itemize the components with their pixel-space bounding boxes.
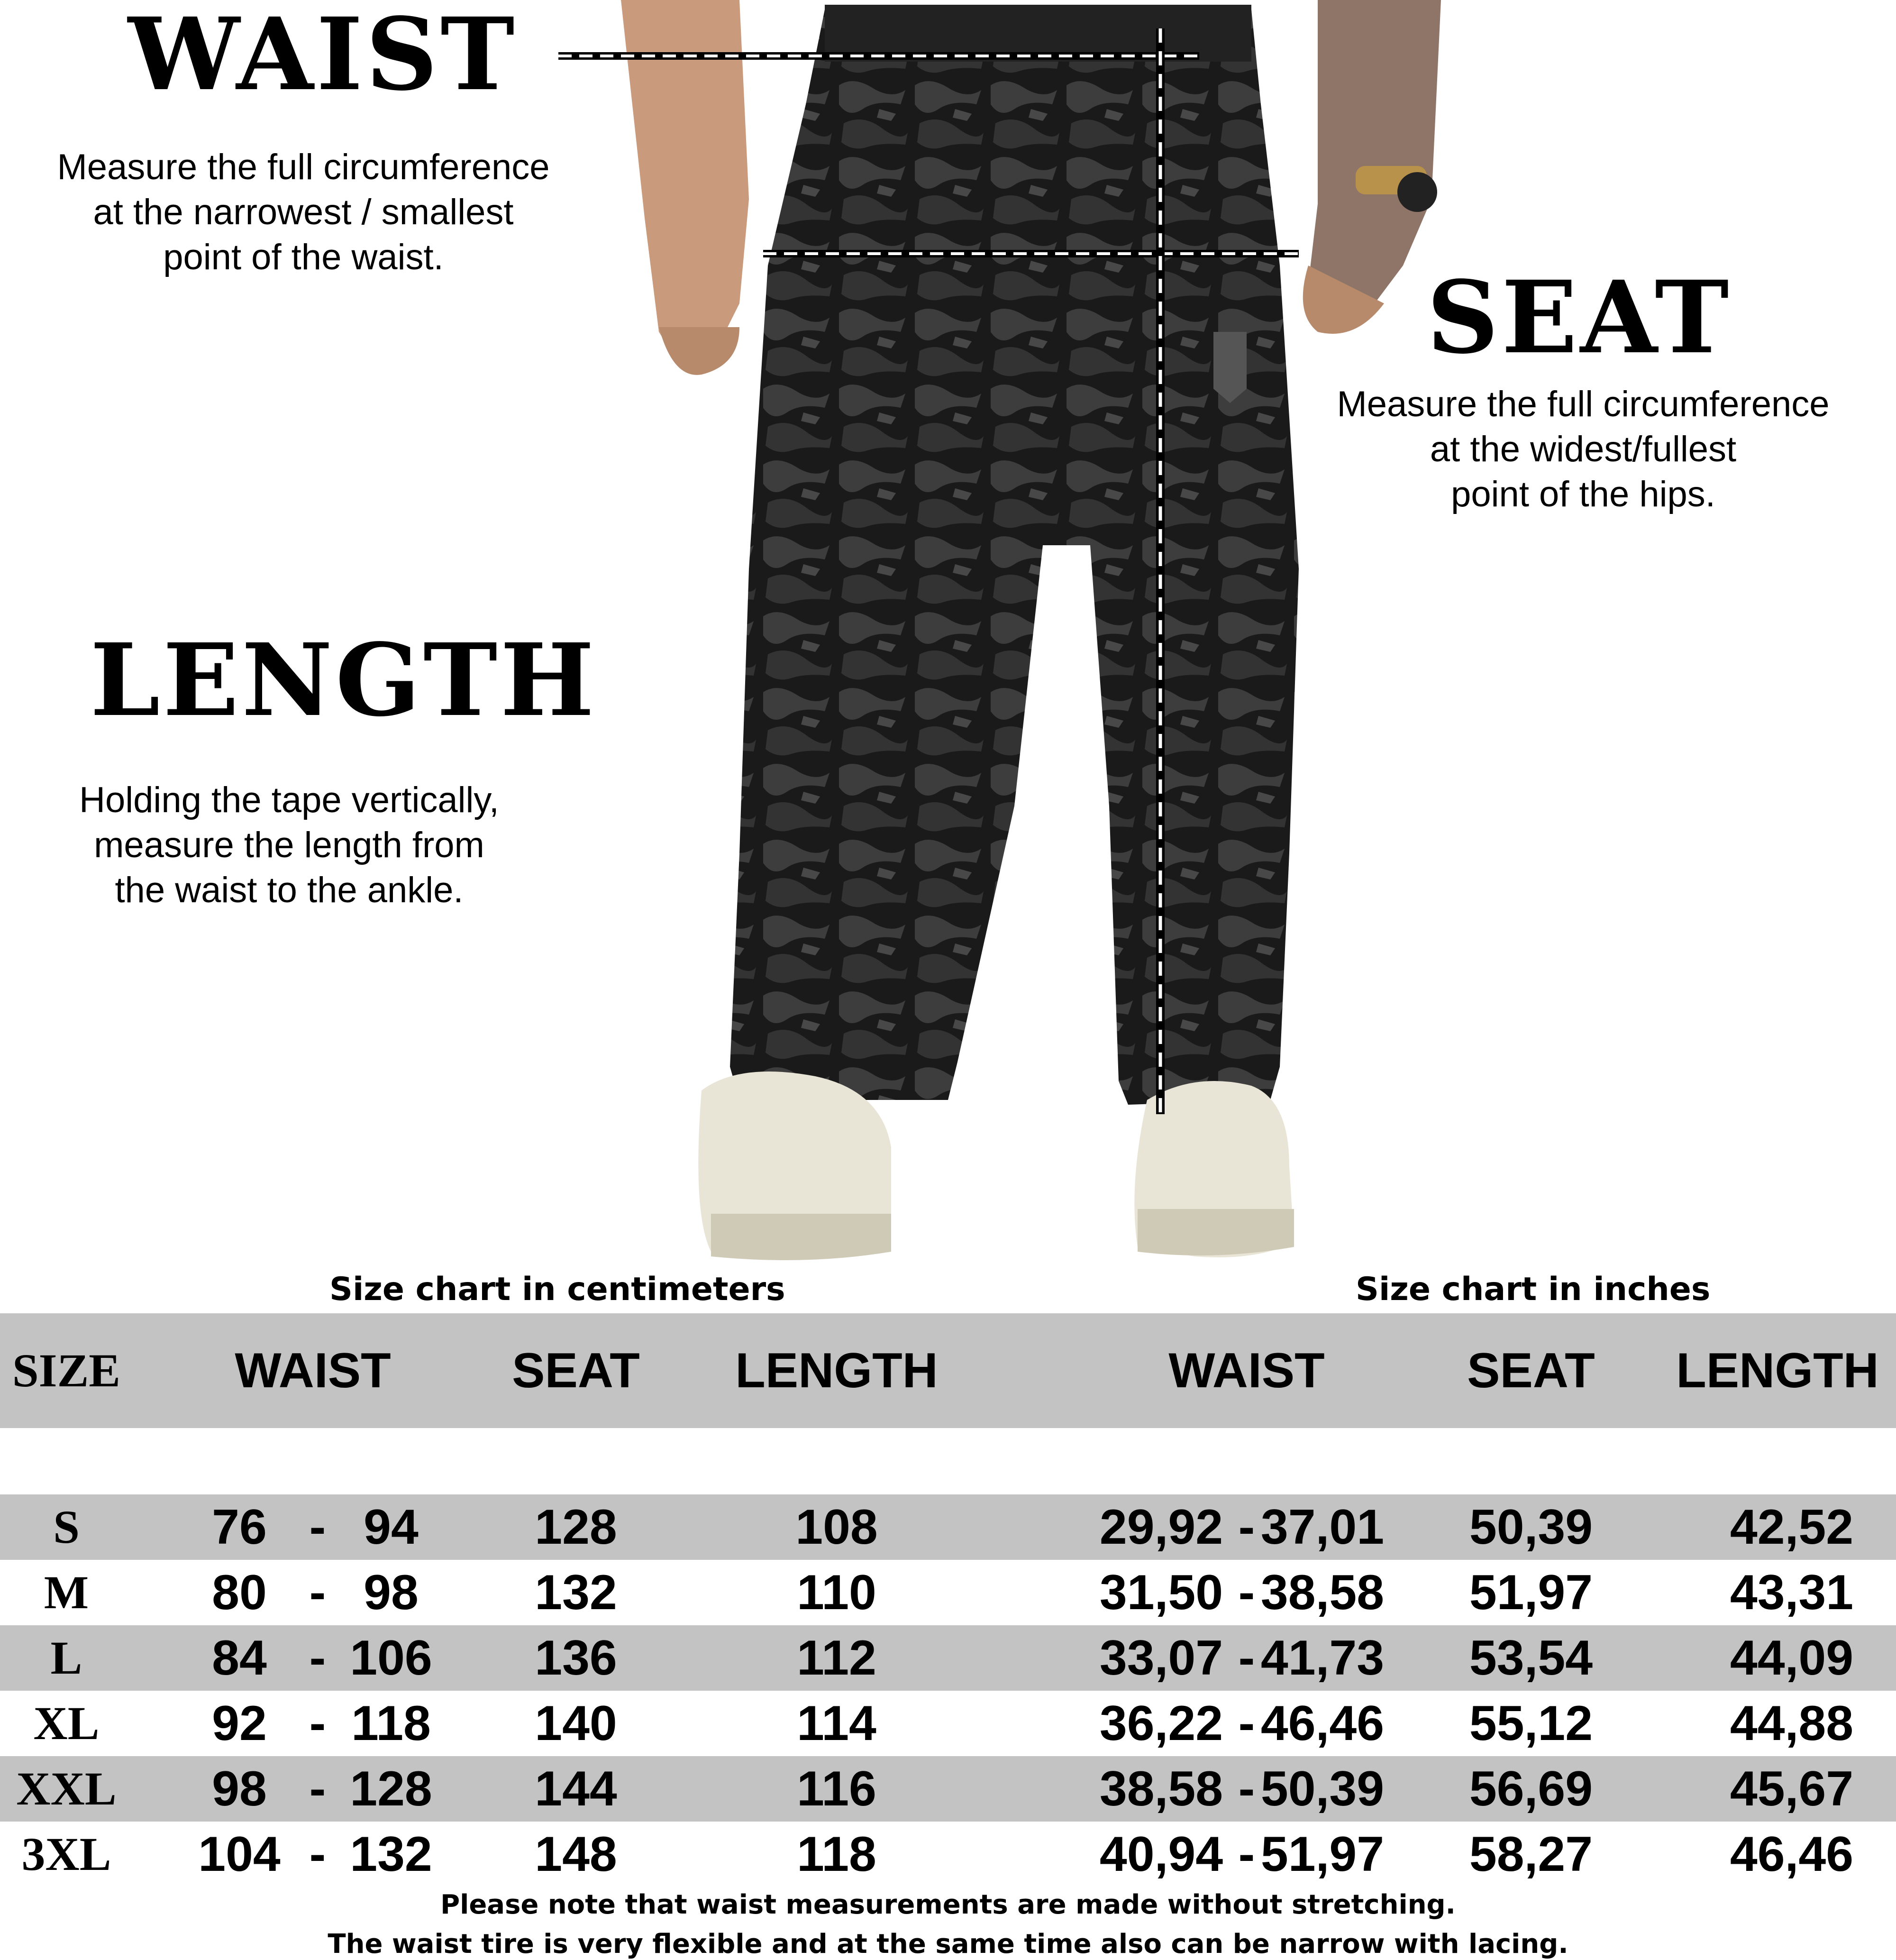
length-description-line: Holding the tape vertically, — [79, 780, 499, 820]
cell-length-cm: 108 — [795, 1500, 878, 1555]
length-heading: LENGTH — [90, 622, 597, 739]
cell-waist-cm-separator: - — [309, 1696, 326, 1751]
cell-seat-cm: 140 — [535, 1696, 617, 1751]
header-waist-cm: WAIST — [235, 1343, 391, 1398]
waist-description-line: Measure the full circumference — [57, 147, 550, 187]
cell-length-cm: 118 — [797, 1827, 876, 1882]
cell-waist-cm-separator: - — [309, 1500, 326, 1555]
seat-description — [1289, 382, 1877, 517]
cell-seat-cm: 128 — [535, 1500, 617, 1555]
header-length-in: LENGTH — [1676, 1343, 1879, 1398]
cell-seat-in: 51,97 — [1469, 1565, 1593, 1620]
cell-waist-in-min: 33,07 — [1099, 1630, 1223, 1685]
cell-waist-in-min: 36,22 — [1099, 1696, 1223, 1751]
cell-seat-in: 55,12 — [1469, 1696, 1593, 1751]
cell-length-cm: 112 — [797, 1630, 876, 1685]
table-row — [0, 1691, 1896, 1756]
cell-waist-cm-min: 98 — [212, 1761, 267, 1816]
cell-length-in: 45,67 — [1730, 1761, 1854, 1816]
cell-waist-cm-min: 104 — [198, 1827, 281, 1882]
cell-length-cm: 114 — [797, 1696, 876, 1751]
cell-waist-cm-separator: - — [309, 1761, 326, 1816]
cell-waist-cm-max: 106 — [350, 1630, 432, 1685]
header-size: SIZE — [12, 1344, 120, 1397]
cell-length-in: 44,09 — [1730, 1630, 1854, 1685]
cell-seat-in: 50,39 — [1469, 1500, 1593, 1555]
table-row — [0, 1625, 1896, 1691]
seat-description-line: Measure the full circumference — [1337, 384, 1830, 424]
table-row — [0, 1494, 1896, 1560]
cell-waist-cm-max: 94 — [364, 1500, 419, 1555]
cell-waist-in-min: 38,58 — [1099, 1761, 1223, 1816]
cell-seat-cm: 136 — [535, 1630, 617, 1685]
cell-length-cm: 116 — [797, 1761, 876, 1816]
seat-description-line: at the widest/fullest — [1430, 429, 1737, 469]
cell-waist-in-separator: - — [1238, 1761, 1255, 1816]
cell-waist-in-max: 37,01 — [1260, 1500, 1385, 1555]
cell-size: L — [50, 1631, 82, 1684]
cell-waist-in-max: 46,46 — [1260, 1696, 1385, 1751]
length-description — [5, 778, 574, 913]
cell-length-in: 46,46 — [1730, 1827, 1854, 1882]
cell-waist-in-separator: - — [1238, 1500, 1255, 1555]
table-row — [0, 1822, 1896, 1887]
length-description-line: the waist to the ankle. — [115, 870, 464, 910]
left-sneaker — [698, 1072, 891, 1260]
cell-waist-in-max: 41,73 — [1260, 1630, 1385, 1685]
waist-description-line: point of the waist. — [163, 237, 444, 277]
cell-seat-cm: 132 — [535, 1565, 617, 1620]
waist-heading: WAIST — [128, 0, 518, 113]
cell-seat-cm: 144 — [535, 1761, 617, 1816]
cell-size: 3XL — [21, 1828, 111, 1880]
cell-seat-in: 56,69 — [1469, 1761, 1593, 1816]
cell-length-in: 44,88 — [1730, 1696, 1854, 1751]
pants — [730, 5, 1299, 1105]
cell-size: XXL — [16, 1762, 117, 1815]
cell-waist-cm-max: 118 — [351, 1696, 431, 1751]
header-waist-in: WAIST — [1168, 1343, 1325, 1398]
header-seat-in: SEAT — [1467, 1343, 1595, 1398]
cell-seat-in: 58,27 — [1469, 1827, 1593, 1882]
cell-waist-in-max: 51,97 — [1260, 1827, 1385, 1882]
right-arm — [1303, 0, 1441, 334]
cell-waist-cm-separator: - — [309, 1630, 326, 1685]
cell-waist-cm-min: 92 — [212, 1696, 267, 1751]
header-seat-cm: SEAT — [512, 1343, 640, 1398]
cell-waist-cm-min: 76 — [212, 1500, 267, 1555]
cell-size: XL — [33, 1697, 100, 1749]
cell-length-in: 42,52 — [1730, 1500, 1854, 1555]
cell-waist-in-max: 50,39 — [1260, 1761, 1385, 1816]
length-description-line: measure the length from — [94, 825, 484, 865]
cell-waist-in-min: 40,94 — [1099, 1827, 1223, 1882]
cell-seat-in: 53,54 — [1469, 1630, 1593, 1685]
seat-heading: SEAT — [1427, 259, 1732, 376]
cell-waist-cm-min: 80 — [212, 1565, 267, 1620]
caption-centimeters: Size chart in centimeters — [329, 1271, 785, 1308]
cell-waist-cm-max: 98 — [364, 1565, 419, 1620]
table-row — [0, 1560, 1896, 1625]
cell-waist-in-separator: - — [1238, 1696, 1255, 1751]
waist-description — [9, 145, 597, 280]
cell-length-in: 43,31 — [1730, 1565, 1854, 1620]
cell-waist-cm-min: 84 — [212, 1630, 267, 1685]
cell-waist-in-separator: - — [1238, 1565, 1255, 1620]
cell-length-cm: 110 — [797, 1565, 876, 1620]
note-lacing: The waist tire is very flexible and at the same time also can be narrow with lacing. — [328, 1929, 1568, 1960]
cell-waist-cm-max: 128 — [350, 1761, 432, 1816]
brand-patch — [1213, 332, 1247, 403]
caption-inches: Size chart in inches — [1356, 1271, 1711, 1308]
cell-waist-in-separator: - — [1238, 1827, 1255, 1882]
cell-waist-in-separator: - — [1238, 1630, 1255, 1685]
cell-waist-cm-max: 132 — [350, 1827, 432, 1882]
cell-size: S — [53, 1501, 80, 1553]
cell-waist-in-min: 29,92 — [1099, 1500, 1223, 1555]
waist-description-line: at the narrowest / smallest — [93, 192, 514, 232]
header-length-cm: LENGTH — [735, 1343, 938, 1398]
cell-size: M — [44, 1566, 89, 1619]
cell-waist-in-max: 38,58 — [1260, 1565, 1385, 1620]
cell-seat-cm: 148 — [535, 1827, 617, 1882]
cell-waist-in-min: 31,50 — [1099, 1565, 1223, 1620]
cell-waist-cm-separator: - — [309, 1827, 326, 1882]
cell-waist-cm-separator: - — [309, 1565, 326, 1620]
seat-description-line: point of the hips. — [1451, 474, 1715, 514]
note-stretching: Please note that waist measurements are made without stretching. — [440, 1889, 1456, 1920]
table-row — [0, 1756, 1896, 1822]
